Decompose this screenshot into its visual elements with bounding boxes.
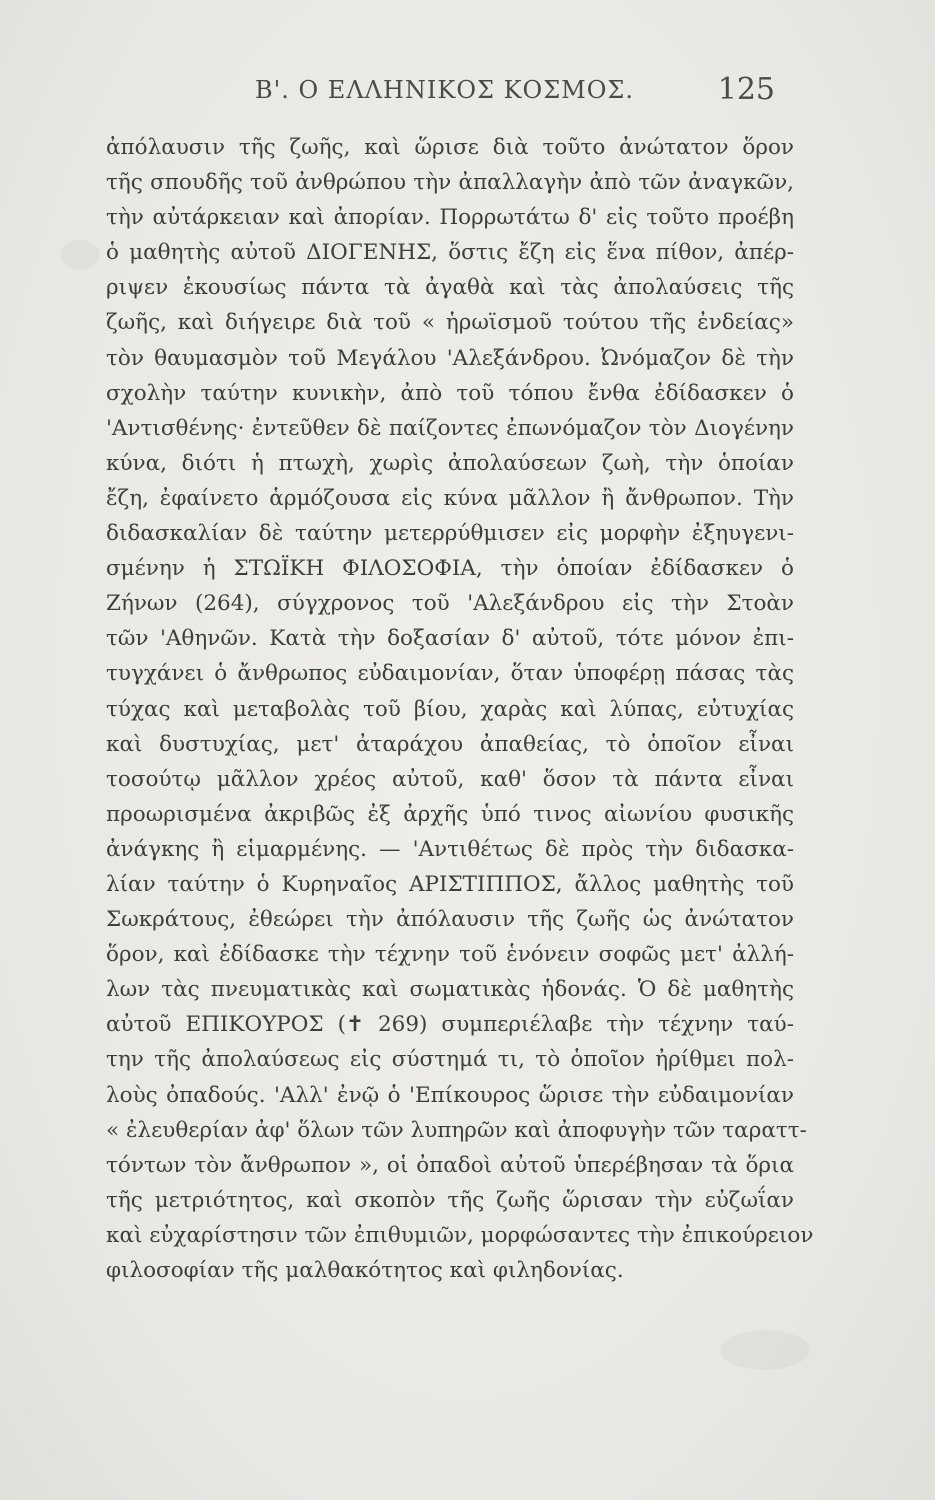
text-line: τῶν 'Αθηνῶν. Κατὰ τὴν δοξασίαν δ' αὐτοῦ, τότε μόνον ἐπι-: [106, 626, 794, 652]
text-line: προωρισμένα ἀκριβῶς ἐξ ἀρχῆς ὑπό τινος αἰωνίου φυσικῆς: [106, 801, 794, 827]
body-text: [106, 130, 814, 1288]
text-line: λων τὰς πνευματικὰς καὶ σωματικὰς ἡδονάς. Ὁ δὲ μαθητὴς: [106, 977, 794, 1003]
text-line: τυγχάνει ὁ ἄνθρωπος εὐδαιμονίαν, ὅταν ὑποφέρῃ πάσας τὰς: [106, 661, 794, 687]
text-line: ὅρον, καὶ ἐδίδασκε τὴν τέχνην τοῦ ἑνόνειν σοφῶς μετ' ἀλλή-: [106, 942, 794, 968]
text-line: καὶ δυστυχίας, μετ' ἀταράχου ἀπαθείας, τὸ ὁποῖον εἶναι: [106, 731, 794, 757]
text-line: αὐτοῦ ΕΠΙΚΟΥΡΟΣ (✝ 269) συμπεριέλαβε τὴν τέχνην ταύ-: [106, 1012, 794, 1038]
text-line: τοσούτῳ μᾶλλον χρέος αὐτοῦ, καθ' ὅσον τὰ πάντα εἶναι: [106, 766, 794, 792]
text-line: σχολὴν ταύτην κυνικὴν, ἀπὸ τοῦ τόπου ἔνθα ἐδίδασκεν ὁ: [106, 380, 794, 406]
text-line: λοὺς ὀπαδούς. 'Αλλ' ἐνῷ ὁ 'Επίκουρος ὥρισε τὴν εὐδαιμονίαν: [106, 1082, 794, 1108]
page-number: 125: [717, 72, 775, 107]
text-line: τόντων τὸν ἄνθρωπον », οἱ ὀπαδοὶ αὐτοῦ ὑπερέβησαν τὰ ὅρια: [106, 1152, 794, 1178]
running-head: Β'. Ο ΕΛΛΗΝΙΚΟΣ ΚΟΣΜΟΣ.: [255, 76, 635, 104]
text-line: διδασκαλίαν δὲ ταύτην μετερρύθμισεν εἰς μορφὴν ἐξηυγενι-: [106, 521, 794, 547]
text-line: « ἐλευθερίαν ἀφ' ὅλων τῶν λυπηρῶν καὶ ἀποφυγὴν τῶν ταραττ-: [106, 1117, 807, 1143]
text-line: τῆς μετριότητος, καὶ σκοπὸν τῆς ζωῆς ὥρισαν τὴν εὐζωΐαν: [106, 1187, 794, 1213]
text-line: 'Αντισθένης· ἐντεῦθεν δὲ παίζοντες ἐπωνόμαζον τὸν Διογένην: [106, 415, 794, 441]
text-line: τὴν αὐτάρκειαν καὶ ἀπορίαν. Πορρωτάτω δ' εἰς τοῦτο προέβη: [106, 205, 794, 231]
text-line: Ζήνων (264), σύγχρονος τοῦ 'Αλεξάνδρου εἰς τὴν Στοὰν: [106, 591, 794, 617]
text-line: ἔζη, ἐφαίνετο ἁρμόζουσα εἰς κύνα μᾶλλον ἢ ἄνθρωπον. Τὴν: [106, 485, 794, 511]
paper-stain: [720, 1330, 810, 1370]
text-line: λίαν ταύτην ὁ Κυρηναῖος ΑΡΙΣΤΙΠΠΟΣ, ἄλλος μαθητὴς τοῦ: [106, 871, 794, 897]
text-line: ἀνάγκης ἢ εἱμαρμένης. — 'Αντιθέτως δὲ πρὸς τὴν διδασκα-: [106, 836, 794, 862]
text-line: Σωκράτους, ἐθεώρει τὴν ἀπόλαυσιν τῆς ζωῆς ὡς ἀνώτατον: [106, 907, 794, 933]
page-header: [255, 72, 775, 112]
text-line: σμένην ἡ ΣΤΩΪΚΗ ΦΙΛΟΣΟΦΙΑ, τὴν ὁποίαν ἐδίδασκεν ὁ: [106, 556, 794, 582]
text-line: τῆς σπουδῆς τοῦ ἀνθρώπου τὴν ἀπαλλαγὴν ἀπὸ τῶν ἀναγκῶν,: [106, 170, 794, 196]
text-line: φιλοσοφίαν τῆς μαλθακότητος καὶ φιληδονίας.: [106, 1258, 624, 1283]
text-line: κύνα, διότι ἡ πτωχὴ, χωρὶς ἀπολαύσεων ζωὴ, τὴν ὁποίαν: [106, 450, 794, 476]
text-line: τύχας καὶ μεταβολὰς τοῦ βίου, χαρὰς καὶ λύπας, εὐτυχίας: [106, 696, 794, 722]
text-line: την τῆς ἀπολαύσεως εἰς σύστημά τι, τὸ ὁποῖον ἠρίθμει πολ-: [106, 1047, 794, 1073]
text-line: ὁ μαθητὴς αὐτοῦ ΔΙΟΓΕΝΗΣ, ὅστις ἔζη εἰς ἕνα πίθον, ἀπέρ-: [106, 240, 794, 266]
paper-stain: [60, 240, 100, 270]
text-line: ζωῆς, καὶ διήγειρε διὰ τοῦ « ἡρωϊσμοῦ τούτου τῆς ἐνδείας»: [106, 310, 794, 336]
text-line: καὶ εὐχαρίστησιν τῶν ἐπιθυμιῶν, μορφώσαντες τὴν ἐπικούρειον: [106, 1222, 814, 1248]
text-line: τὸν θαυμασμὸν τοῦ Μεγάλου 'Αλεξάνδρου. Ὠνόμαζον δὲ τὴν: [106, 345, 794, 371]
text-line: ριψεν ἑκουσίως πάντα τὰ ἀγαθὰ καὶ τὰς ἀπολαύσεις τῆς: [106, 275, 794, 301]
text-line: ἀπόλαυσιν τῆς ζωῆς, καὶ ὥρισε διὰ τοῦτο ἀνώτατον ὅρον: [106, 135, 794, 160]
